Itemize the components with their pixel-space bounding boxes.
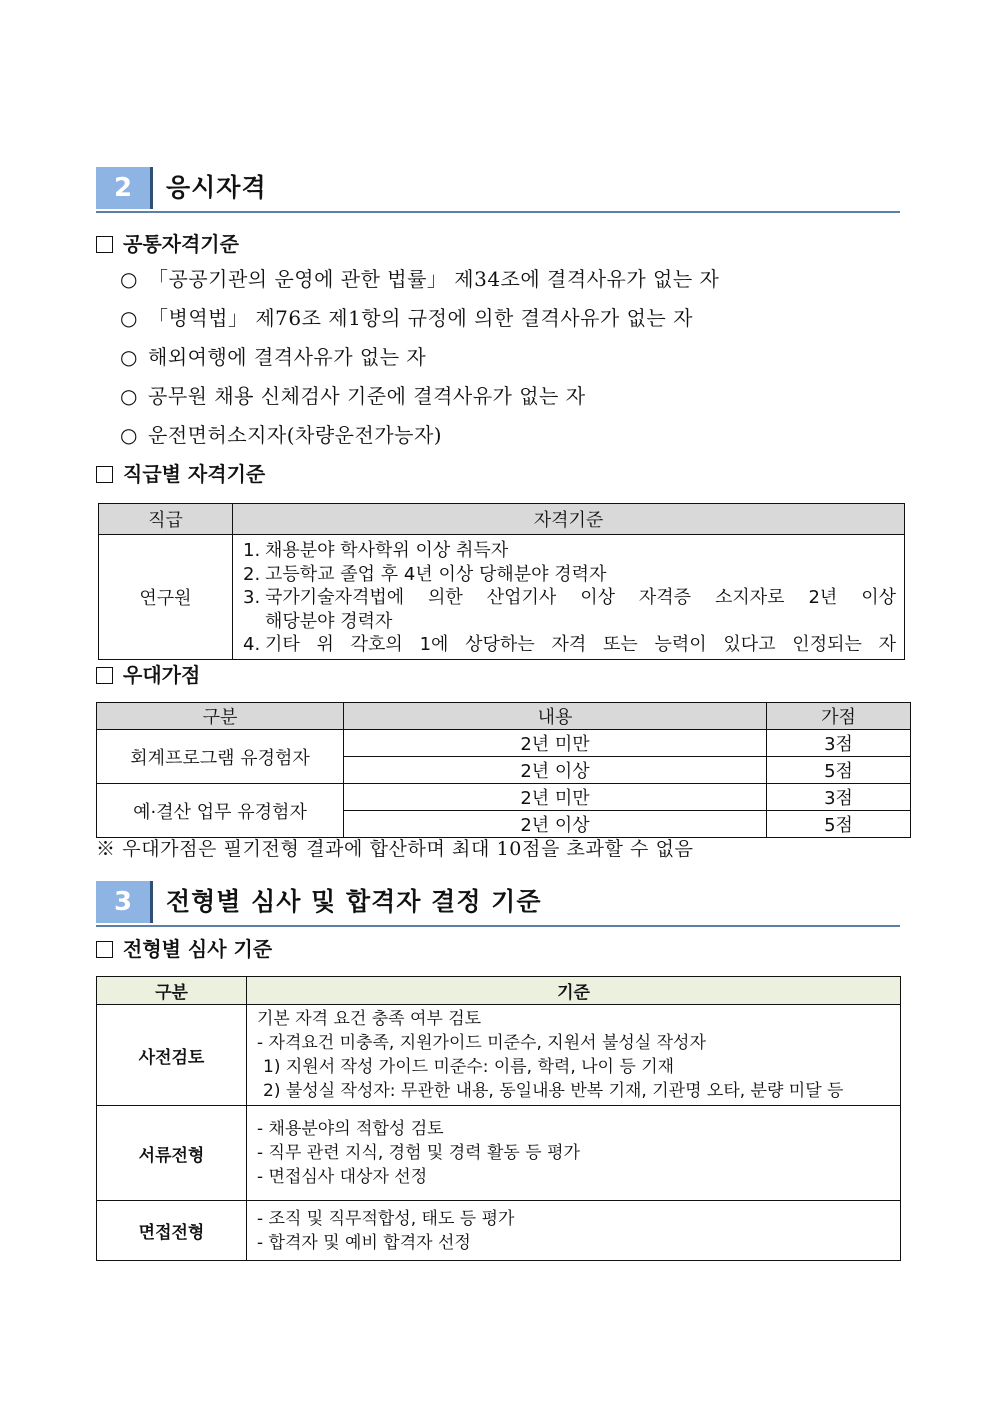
subheading-screening: 전형별 심사 기준 bbox=[96, 936, 272, 962]
col-header-rank: 직급 bbox=[99, 504, 233, 535]
content-cell: 2년 이상 bbox=[344, 811, 767, 838]
table-row bbox=[97, 730, 911, 757]
points-cell: 3점 bbox=[767, 730, 911, 757]
category-cell: 예·결산 업무 유경험자 bbox=[97, 784, 344, 838]
criteria-line: - 합격자 및 예비 합격자 선정 bbox=[257, 1232, 471, 1253]
col-header-category: 구분 bbox=[97, 977, 247, 1005]
list-item: ○ 운전면허소지자(차량운전가능자) bbox=[120, 423, 443, 447]
bonus-note: ※ 우대가점은 필기전형 결과에 합산하며 최대 10점을 초과할 수 없음 bbox=[96, 838, 694, 860]
table-row bbox=[97, 1005, 901, 1106]
category-cell: 회계프로그램 유경험자 bbox=[97, 730, 344, 784]
table-row bbox=[97, 784, 911, 811]
criteria-line: 2) 불성실 작성자: 무관한 내용, 동일내용 반복 기재, 기관명 오타, 분량 미달 등 bbox=[263, 1081, 844, 1101]
rank-cell: 연구원 bbox=[99, 535, 233, 660]
checkbox-square-icon bbox=[96, 667, 113, 684]
checkbox-square-icon bbox=[96, 941, 113, 958]
category-cell: 서류전형 bbox=[97, 1106, 247, 1201]
subheading-grade: 직급별 자격기준 bbox=[96, 461, 265, 487]
section-number: 2 bbox=[96, 167, 153, 209]
section-title: 전형별 심사 및 합격자 결정 기준 bbox=[166, 887, 542, 916]
criteria-line: - 직무 관련 지식, 경험 및 경력 활동 등 평가 bbox=[257, 1143, 580, 1163]
subheading-common: 공통자격기준 bbox=[96, 231, 239, 257]
section-3-header bbox=[96, 881, 900, 927]
criteria-line: 해당분야 경력자 bbox=[265, 610, 393, 632]
grade-criteria-table bbox=[98, 503, 905, 660]
criteria-cell bbox=[247, 1106, 901, 1201]
list-item: ○ 「병역법」 제76조 제1항의 규정에 의한 결격사유가 없는 자 bbox=[120, 306, 693, 330]
points-cell: 3점 bbox=[767, 784, 911, 811]
criteria-line: 3. 국가기술자격법에 의한 산업기사 이상 자격증 소지자로 2년 이상 bbox=[243, 587, 896, 608]
bonus-table bbox=[96, 702, 911, 838]
section-number: 3 bbox=[96, 881, 153, 923]
criteria-line: - 자격요건 미충족, 지원가이드 미준수, 지원서 불성실 작성자 bbox=[257, 1033, 706, 1053]
criteria-line: - 면접심사 대상자 선정 bbox=[257, 1167, 428, 1187]
screening-table bbox=[96, 976, 901, 1261]
table-row bbox=[97, 1201, 901, 1261]
col-header-points: 가점 bbox=[767, 703, 911, 730]
criteria-line: 4. 기타 위 각호의 1에 상당하는 자격 또는 능력이 있다고 인정되는 자 bbox=[243, 634, 896, 655]
criteria-line: - 채용분야의 적합성 검토 bbox=[257, 1119, 444, 1139]
content-cell: 2년 이상 bbox=[344, 757, 767, 784]
content-cell: 2년 미만 bbox=[344, 730, 767, 757]
category-cell: 사전검토 bbox=[97, 1005, 247, 1106]
subheading-bonus: 우대가점 bbox=[96, 662, 200, 688]
table-row bbox=[99, 535, 905, 660]
criteria-cell bbox=[233, 535, 905, 660]
criteria-line: 1. 채용분야 학사학위 이상 취득자 bbox=[243, 540, 509, 561]
content-cell: 2년 미만 bbox=[344, 784, 767, 811]
points-cell: 5점 bbox=[767, 757, 911, 784]
checkbox-square-icon bbox=[96, 236, 113, 253]
col-header-content: 내용 bbox=[344, 703, 767, 730]
criteria-line: - 조직 및 직무적합성, 태도 등 평가 bbox=[257, 1208, 515, 1229]
points-cell: 5점 bbox=[767, 811, 911, 838]
category-cell: 면접전형 bbox=[97, 1201, 247, 1261]
criteria-cell bbox=[247, 1201, 901, 1261]
col-header-criteria: 기준 bbox=[247, 977, 901, 1005]
criteria-line: 1) 지원서 작성 가이드 미준수: 이름, 학력, 나이 등 기재 bbox=[263, 1057, 675, 1077]
list-item: ○ 공무원 채용 신체검사 기준에 결격사유가 없는 자 bbox=[120, 384, 586, 408]
criteria-cell bbox=[247, 1005, 901, 1106]
col-header-criteria: 자격기준 bbox=[233, 504, 905, 535]
list-item: ○ 「공공기관의 운영에 관한 법률」 제34조에 결격사유가 없는 자 bbox=[120, 267, 720, 291]
section-title: 응시자격 bbox=[166, 173, 267, 202]
col-header-category: 구분 bbox=[97, 703, 344, 730]
table-row bbox=[97, 1106, 901, 1201]
section-2-header bbox=[96, 167, 900, 213]
checkbox-square-icon bbox=[96, 466, 113, 483]
criteria-line: 2. 고등학교 졸업 후 4년 이상 당해분야 경력자 bbox=[243, 563, 607, 585]
criteria-line: 기본 자격 요건 충족 여부 검토 bbox=[257, 1009, 482, 1029]
list-item: ○ 해외여행에 결격사유가 없는 자 bbox=[120, 345, 427, 369]
